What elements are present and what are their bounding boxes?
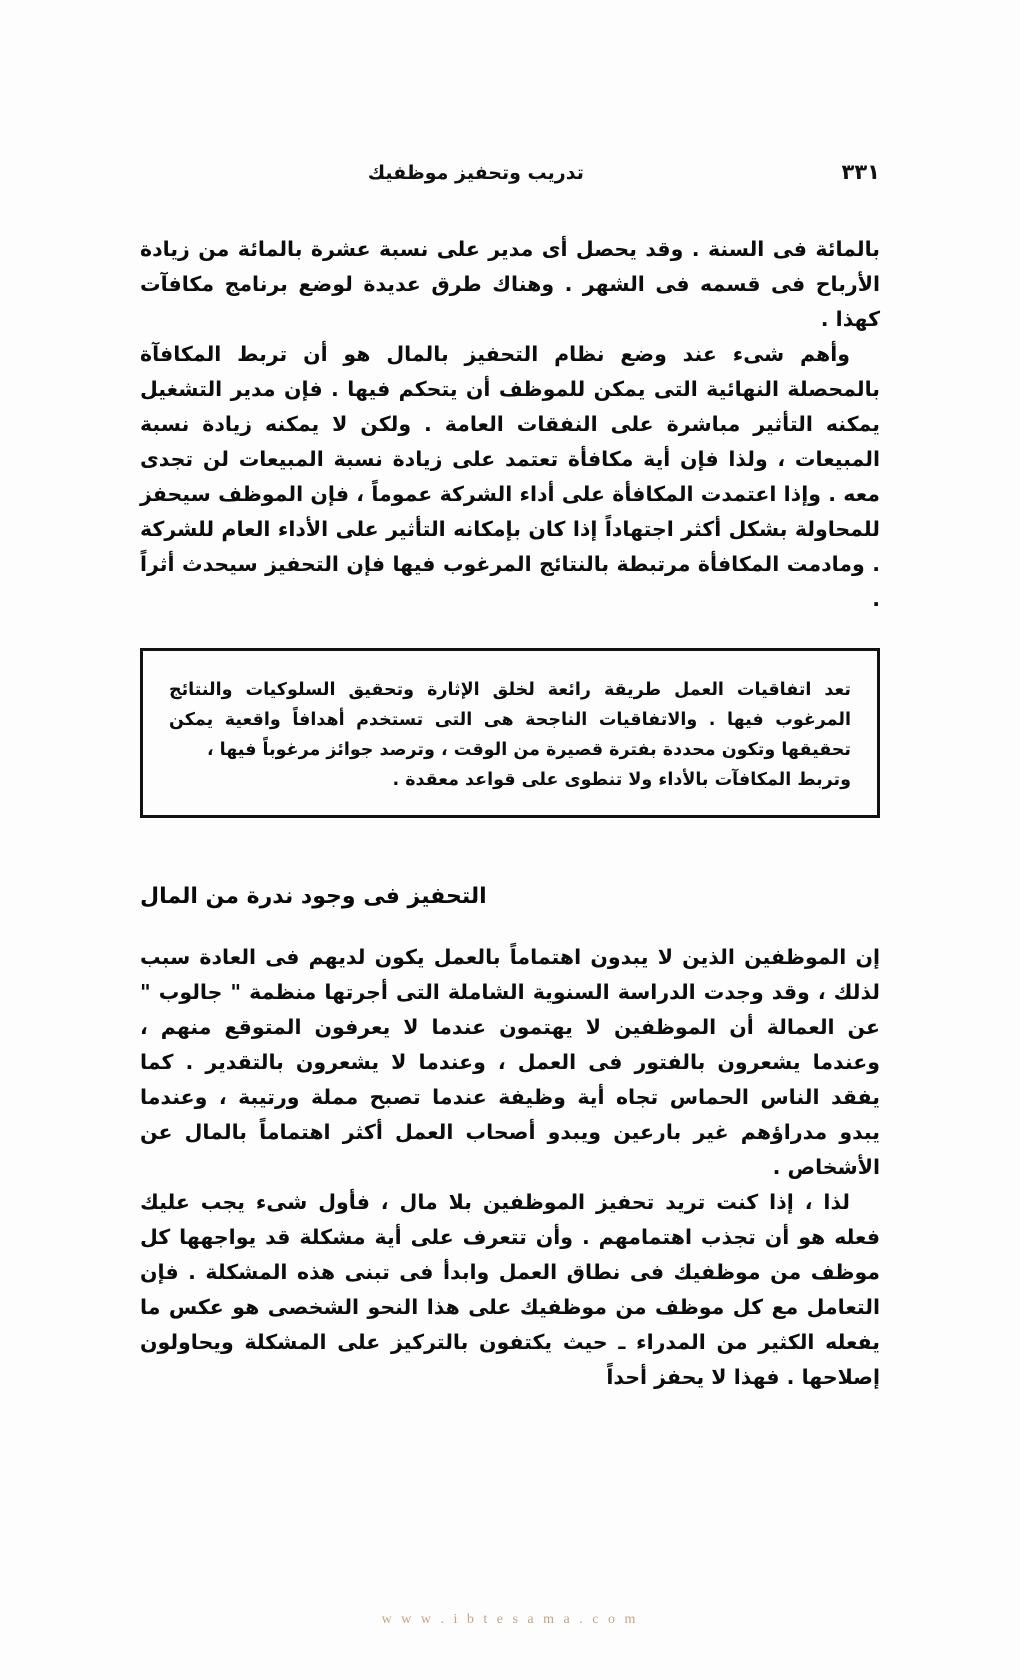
section-text-block bbox=[140, 940, 880, 1395]
paragraph: بالمائة فى السنة . وقد يحصل أى مدير على نسبة عشرة بالمائة من زيادة الأرباح فى قسمه فى الشهر . وهناك طرق عديدة لوضع برنامج مكافآت كهذا . bbox=[140, 237, 880, 331]
callout-text-tail: وتربط المكافآت بالأداء ولا تنطوى على قواعد معقدة . bbox=[392, 770, 851, 790]
callout-box bbox=[140, 648, 880, 818]
body-text-block bbox=[140, 232, 880, 617]
paragraph: وأهم شىء عند وضع نظام التحفيز بالمال هو أن تربط المكافآة بالمحصلة النهائية التى يمكن للموظف أن يتحكم فيها . فإن مدير التشغيل يمكنه التأثير مباشرة على النفقات العامة . ولكن لا يمكنه زيادة نسبة المبيعات ، ولذا فإن أية مكافأة تعتمد على زيادة نسبة المبيعات لن تجدى معه . وإذا اعتمدت المكافأة على أداء الشركة عموماً ، فإن الموظف سيحفز للمحاولة بشكل أكثر اجتهاداً إذا كان بإمكانه التأثير على الأداء العام للشركة . ومادمت المكافأة مرتبطة بالنتائج المرغوب فيها فإن التحفيز سيحدث أثراً . bbox=[140, 342, 880, 611]
callout-text: تعد اتفاقيات العمل طريقة رائعة لخلق الإثارة وتحقيق السلوكيات والنتائج المرغوب فيها . والاتفاقيات الناجحة هى التى تستخدم أهدافاً واقعية يمكن تحقيقها وتكون محددة بفترة قصيرة من الوقت ، وترصد جوائز مرغوباً فيها ، bbox=[169, 680, 851, 760]
paragraph: إن الموظفين الذين لا يبدون اهتماماً بالعمل يكون لديهم فى العادة سبب لذلك ، وقد وجدت الدراسة السنوية الشاملة التى أجرتها منظمة " جالوب " عن العمالة أن الموظفين لا يهتمون عندما لا يعرفون المتوقع منهم ، وعندما يشعرون بالفتور فى العمل ، وعندما لا يشعرون بالتقدير . كما يفقد الناس الحماس تجاه أية وظيفة عندما تصبح مملة ورتيبة ، وعندما يبدو مدراؤهم غير بارعين ويبدو أصحاب العمل أكثر اهتماماً بالمال عن الأشخاص . bbox=[140, 945, 880, 1179]
running-title: تدريب وتحفيز موظفيك bbox=[367, 162, 584, 184]
footer-watermark: w w w . i b t e s a m a . c o m bbox=[381, 1612, 639, 1627]
page-number: ٣٣١ bbox=[841, 160, 880, 184]
section-heading: التحفيز فى وجود ندرة من المال bbox=[140, 884, 487, 909]
paragraph: لذا ، إذا كنت تريد تحفيز الموظفين بلا مال ، فأول شىء يجب عليك فعله هو أن تجذب اهتمامهم . وأن تتعرف على أية مشكلة قد يواجهها كل موظف من موظفيك فى نطاق العمل وابدأ فى تبنى هذه المشكلة . فإن التعامل مع كل موظف من موظفيك على هذا النحو الشخصى هو عكس ما يفعله الكثير من المدراء ـ حيث يكتفون بالتركيز على المشكلة ويحاولون إصلاحها . فهذا لا يحفز أحداً bbox=[140, 1190, 880, 1389]
running-head bbox=[140, 160, 880, 192]
